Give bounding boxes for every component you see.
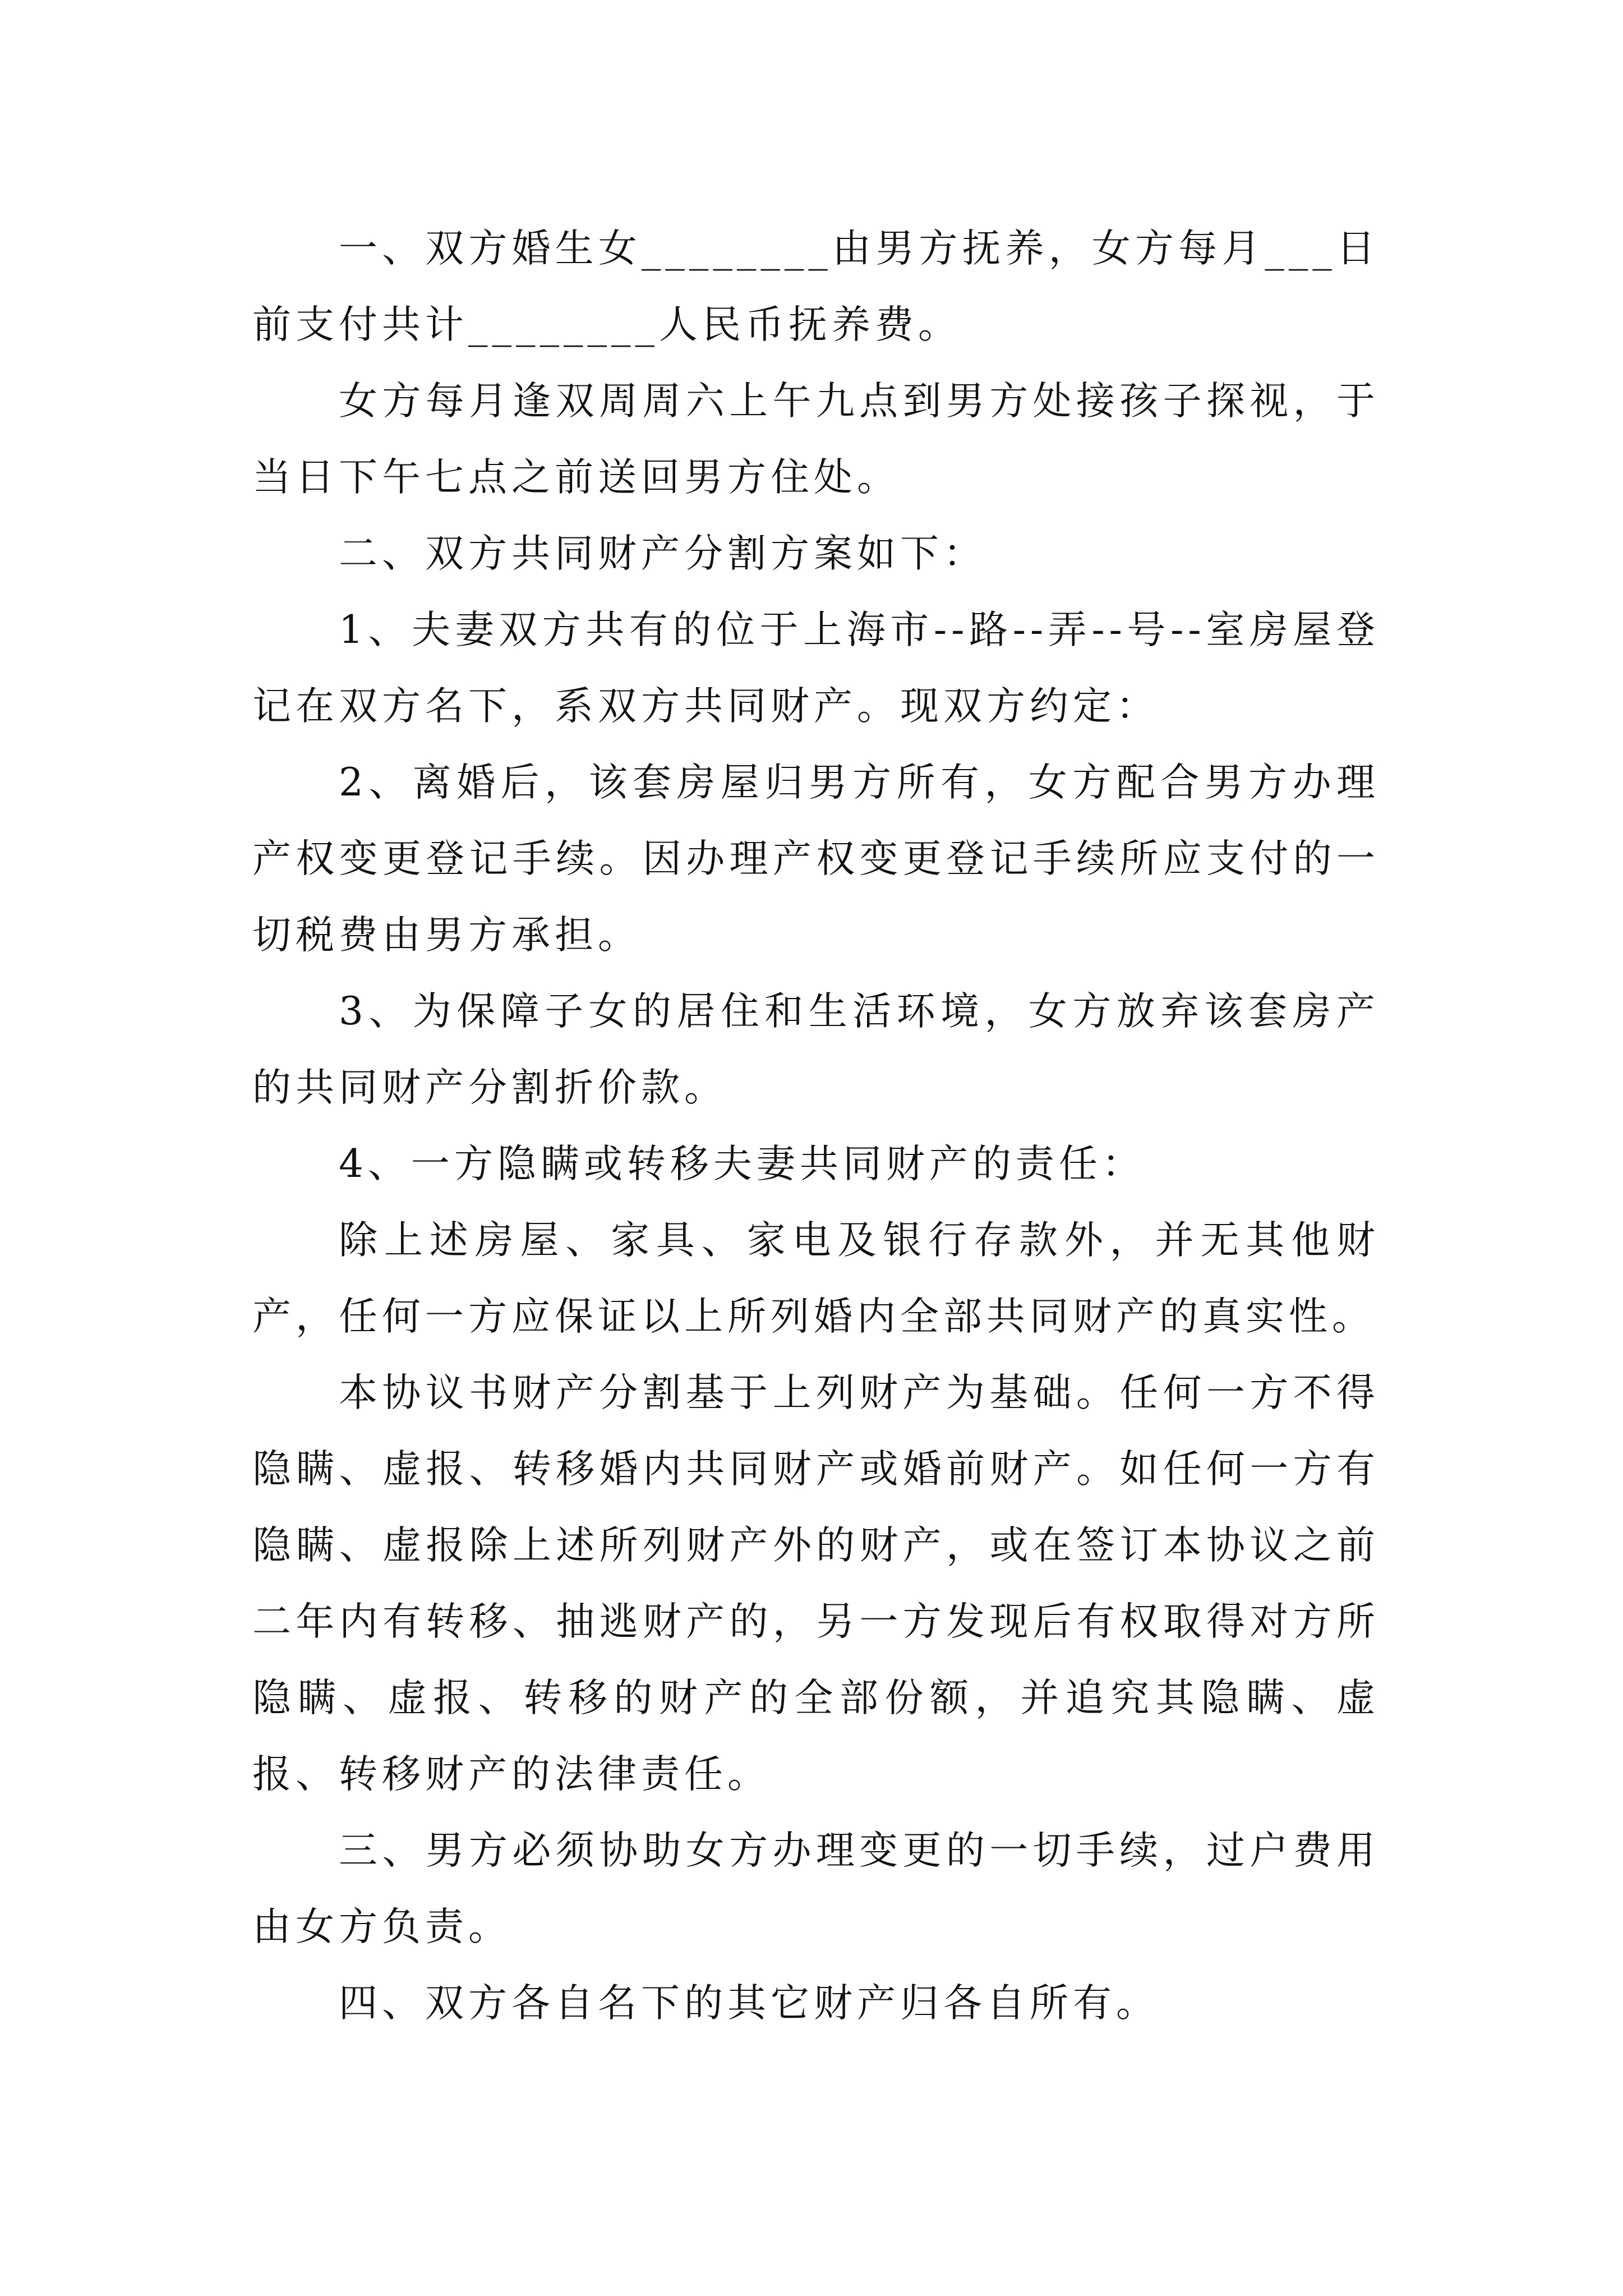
paragraph-concealment-liability: 本协议书财产分割基于上列财产为基础。任何一方不得隐瞒、虚报、转移婚内共同财产或婚前财产。如任何一方有隐瞒、虚报除上述所列财产外的财产，或在签订本协议之前二年内有转移、抽逃财产的，另一方发现后有权取得对方所隐瞒、虚报、转移的财产的全部份额，并追究其隐瞒、虚报、转移财产的法律责任。	[252, 1370, 1380, 1797]
paragraph-assets-declaration: 除上述房屋、家具、家电及银行存款外，并无其他财产，任何一方应保证以上所列婚内全部共同财产的真实性。	[252, 1218, 1380, 1339]
paragraph-property-item-1: 1、夫妻双方共有的位于上海市--路--弄--号--室房屋登记在双方名下，系双方共同财产。现双方约定：	[252, 608, 1380, 729]
paragraph-property-item-4: 4、一方隐瞒或转移夫妻共同财产的责任：	[339, 1142, 1145, 1186]
paragraph-visitation: 女方每月逢双周周六上午九点到男方处接孩子探视，于当日下午七点之前送回男方住处。	[252, 379, 1380, 500]
paragraph-transfer-assistance: 三、男方必须协助女方办理变更的一切手续，过户费用由女方负责。	[252, 1828, 1380, 1949]
paragraph-separate-property: 四、双方各自名下的其它财产归各自所有。	[339, 1981, 1159, 2026]
paragraph-property-heading: 二、双方共同财产分割方案如下：	[339, 531, 986, 576]
paragraph-child-custody: 一、双方婚生女________由男方抚养，女方每月___日前支付共计________人民币抚养费。	[252, 226, 1380, 347]
paragraph-property-item-2: 2、离婚后，该套房屋归男方所有，女方配合男方办理产权变更登记手续。因办理产权变更登记手续所应支付的一切税费由男方承担。	[252, 760, 1380, 958]
paragraph-property-item-3: 3、为保障子女的居住和生活环境，女方放弃该套房产的共同财产分割折价款。	[252, 989, 1380, 1110]
document-body	[252, 210, 1380, 2041]
